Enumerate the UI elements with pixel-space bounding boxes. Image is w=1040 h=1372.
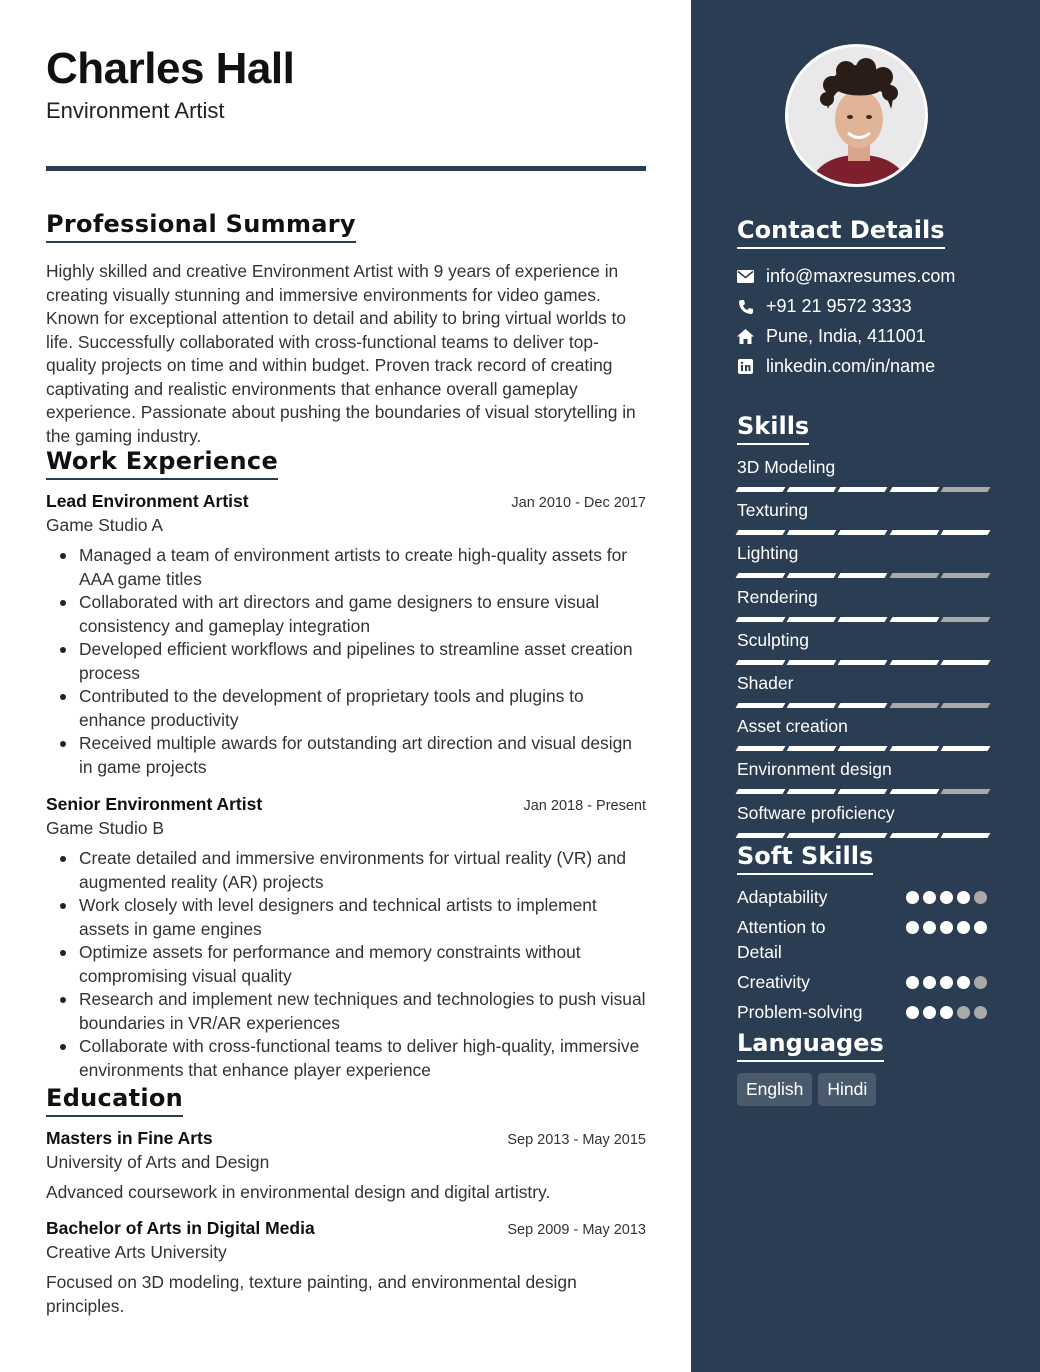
summary-text: Highly skilled and creative Environment Artist with 9 years of experience in creating visually stunning and immersive environments for video games. Known for exceptional attention to detail and ability to bring virtual worlds to life. Successfully collaborated with cross-functional teams to deliver top-quality projects on time and within budget. Proven track record of creating captivating and realistic environments that enhance overall gameplay experience. Passionate about pushing the boundaries of visual storytelling in the gaming industry. xyxy=(46,261,636,446)
rating-segment-filled xyxy=(787,703,837,708)
skill-name: Environment design xyxy=(737,759,892,780)
rating-segment-filled xyxy=(736,617,786,622)
contact-phone[interactable] xyxy=(737,296,912,317)
rating-segment-filled xyxy=(736,573,786,578)
rating-segment-empty xyxy=(889,573,939,578)
rating-segment-empty xyxy=(940,487,990,492)
rating-dot-filled xyxy=(923,976,936,989)
rating-segment-filled xyxy=(787,617,837,622)
header-divider xyxy=(46,166,646,171)
rating-dot-empty xyxy=(974,1006,987,1019)
education-entry xyxy=(46,1128,646,1205)
rating-segment-filled xyxy=(787,530,837,535)
rating-segment-filled xyxy=(889,746,939,751)
skill-name: Shader xyxy=(737,673,794,693)
rating-segment-empty xyxy=(940,703,990,708)
rating-dot-empty xyxy=(974,976,987,989)
languages-list xyxy=(737,1073,882,1106)
skills-heading: Skills xyxy=(737,412,809,445)
rating-dot-empty xyxy=(974,891,987,904)
rating-dot-filled xyxy=(957,976,970,989)
job-company: Game Studio B xyxy=(46,818,164,838)
list-item: Create detailed and immersive environments for virtual reality (VR) and augmented reality (AR) projects xyxy=(46,847,646,894)
soft-skill-rating xyxy=(906,921,991,934)
rating-segment-filled xyxy=(838,660,888,665)
contact-email-text: info@maxresumes.com xyxy=(766,266,956,286)
soft-skill-name: Attention to Detail xyxy=(737,917,826,962)
list-item: Developed efficient workflows and pipelines to streamline asset creation process xyxy=(46,638,646,685)
soft-skill-name: Problem-solving xyxy=(737,1002,863,1022)
skill-name: 3D Modeling xyxy=(737,457,836,477)
rating-dot-filled xyxy=(957,921,970,934)
phone-icon xyxy=(737,298,754,315)
candidate-name: Charles Hall xyxy=(46,44,295,93)
rating-dot-filled xyxy=(940,1006,953,1019)
rating-segment-empty xyxy=(940,573,990,578)
rating-segment-filled xyxy=(940,530,990,535)
list-item: Managed a team of environment artists to create high-quality assets for AAA game titles xyxy=(46,544,646,591)
rating-segment-filled xyxy=(736,833,786,838)
rating-segment-filled xyxy=(787,660,837,665)
skill-item xyxy=(737,587,993,622)
skill-item xyxy=(737,673,993,708)
skill-item xyxy=(737,500,993,535)
rating-segment-filled xyxy=(889,833,939,838)
rating-segment-filled xyxy=(838,703,888,708)
language-tag: English xyxy=(737,1073,812,1106)
rating-segment-filled xyxy=(787,789,837,794)
job-entry xyxy=(46,491,646,779)
skill-name: Asset creation xyxy=(737,716,848,737)
job-date: Jan 2018 - Present xyxy=(523,798,646,814)
skill-name: Software proficiency xyxy=(737,802,895,823)
rating-segment-filled xyxy=(736,789,786,794)
list-item: Contributed to the development of proprietary tools and plugins to enhance productivity xyxy=(46,685,646,732)
language-tag: Hindi xyxy=(818,1073,876,1106)
rating-dot-filled xyxy=(906,1006,919,1019)
education-date: Sep 2013 - May 2015 xyxy=(507,1132,646,1148)
skill-rating-bar xyxy=(737,746,993,751)
list-item: Received multiple awards for outstanding art direction and visual design in game projects xyxy=(46,732,646,779)
education-date: Sep 2009 - May 2013 xyxy=(507,1222,646,1238)
job-date: Jan 2010 - Dec 2017 xyxy=(511,495,646,511)
rating-segment-filled xyxy=(889,789,939,794)
school-name: Creative Arts University xyxy=(46,1242,227,1262)
envelope-icon xyxy=(737,268,754,285)
skill-item xyxy=(737,803,993,838)
avatar xyxy=(785,44,928,187)
rating-segment-filled xyxy=(736,530,786,535)
list-item: Collaborate with cross-functional teams to deliver high-quality, immersive environments that enhance player experience xyxy=(46,1035,646,1082)
rating-segment-filled xyxy=(787,833,837,838)
contact-heading: Contact Details xyxy=(737,216,945,249)
experience-heading: Work Experience xyxy=(46,447,278,480)
rating-segment-filled xyxy=(889,617,939,622)
rating-dot-filled xyxy=(940,976,953,989)
skill-item xyxy=(737,759,993,794)
school-name: University of Arts and Design xyxy=(46,1152,270,1172)
rating-segment-filled xyxy=(940,833,990,838)
job-entry xyxy=(46,794,646,1082)
skill-item xyxy=(737,457,993,492)
skill-name: Lighting xyxy=(737,543,799,564)
rating-segment-filled xyxy=(838,617,888,622)
rating-segment-filled xyxy=(787,746,837,751)
rating-segment-filled xyxy=(736,487,786,492)
rating-segment-filled xyxy=(889,530,939,535)
contact-address-text: Pune, India, 411001 xyxy=(766,326,926,346)
skill-rating-bar xyxy=(737,530,993,535)
rating-segment-filled xyxy=(736,660,786,665)
summary-heading: Professional Summary xyxy=(46,210,356,243)
skill-rating-bar xyxy=(737,660,993,665)
education-description: Advanced coursework in environmental design and digital artistry. xyxy=(46,1182,551,1202)
rating-dot-filled xyxy=(940,891,953,904)
soft-skill-rating xyxy=(906,976,991,989)
contact-linkedin[interactable] xyxy=(737,356,935,377)
linkedin-icon xyxy=(737,358,754,375)
skill-rating-bar xyxy=(737,703,993,708)
skill-item xyxy=(737,543,993,578)
soft-skill-name: Adaptability xyxy=(737,887,828,907)
rating-segment-filled xyxy=(838,487,888,492)
list-item: Research and implement new techniques and technologies to push visual boundaries in VR/AR experiences xyxy=(46,988,646,1035)
contact-linkedin-text: linkedin.com/in/name xyxy=(766,356,936,376)
rating-segment-filled xyxy=(838,746,888,751)
rating-dot-filled xyxy=(923,921,936,934)
rating-dot-empty xyxy=(957,1006,970,1019)
job-company: Game Studio A xyxy=(46,515,163,535)
rating-dot-filled xyxy=(940,921,953,934)
rating-segment-filled xyxy=(889,660,939,665)
soft-skill-name: Creativity xyxy=(737,972,810,992)
education-entry xyxy=(46,1218,646,1318)
rating-dot-filled xyxy=(974,921,987,934)
soft-skill-rating xyxy=(906,891,991,904)
candidate-role: Environment Artist xyxy=(46,98,225,123)
rating-segment-empty xyxy=(940,617,990,622)
skill-rating-bar xyxy=(737,833,993,838)
skill-item xyxy=(737,716,993,751)
education-heading: Education xyxy=(46,1084,183,1117)
skill-name: Sculpting xyxy=(737,629,809,650)
list-item: Optimize assets for performance and memory constraints without compromising visual quality xyxy=(46,941,646,988)
rating-dot-filled xyxy=(923,891,936,904)
contact-phone-text: +91 21 9572 3333 xyxy=(766,296,912,316)
rating-dot-filled xyxy=(906,976,919,989)
home-icon xyxy=(737,328,754,345)
rating-dot-filled xyxy=(957,891,970,904)
rating-segment-filled xyxy=(889,487,939,492)
rating-dot-filled xyxy=(906,891,919,904)
degree-title: Bachelor of Arts in Digital Media xyxy=(46,1218,315,1238)
rating-segment-filled xyxy=(838,833,888,838)
rating-dot-filled xyxy=(906,921,919,934)
rating-segment-filled xyxy=(940,660,990,665)
job-bullets xyxy=(46,544,646,779)
rating-segment-filled xyxy=(787,487,837,492)
degree-title: Masters in Fine Arts xyxy=(46,1128,213,1148)
rating-dot-filled xyxy=(923,1006,936,1019)
contact-email[interactable] xyxy=(737,266,955,287)
skill-rating-bar xyxy=(737,573,993,578)
rating-segment-filled xyxy=(838,573,888,578)
rating-segment-filled xyxy=(787,573,837,578)
rating-segment-filled xyxy=(838,530,888,535)
job-bullets xyxy=(46,847,646,1082)
job-title: Lead Environment Artist xyxy=(46,491,249,511)
skill-name: Texturing xyxy=(737,500,809,521)
skill-rating-bar xyxy=(737,487,993,492)
education-description: Focused on 3D modeling, texture painting, and environmental design principles. xyxy=(46,1272,577,1316)
rating-segment-filled xyxy=(736,746,786,751)
skill-rating-bar xyxy=(737,617,993,622)
rating-segment-empty xyxy=(889,703,939,708)
skill-item xyxy=(737,630,993,665)
soft-skills-heading: Soft Skills xyxy=(737,842,873,875)
list-item: Work closely with level designers and technical artists to implement assets in game engines xyxy=(46,894,646,941)
soft-skill-rating xyxy=(906,1006,991,1019)
rating-segment-filled xyxy=(736,703,786,708)
skill-rating-bar xyxy=(737,789,993,794)
skill-name: Rendering xyxy=(737,586,818,607)
list-item: Collaborated with art directors and game designers to ensure visual consistency and gameplay integration xyxy=(46,591,646,638)
job-title: Senior Environment Artist xyxy=(46,794,263,814)
rating-segment-empty xyxy=(940,789,990,794)
rating-segment-filled xyxy=(940,746,990,751)
rating-segment-filled xyxy=(838,789,888,794)
languages-heading: Languages xyxy=(737,1029,884,1062)
contact-address xyxy=(737,326,926,347)
